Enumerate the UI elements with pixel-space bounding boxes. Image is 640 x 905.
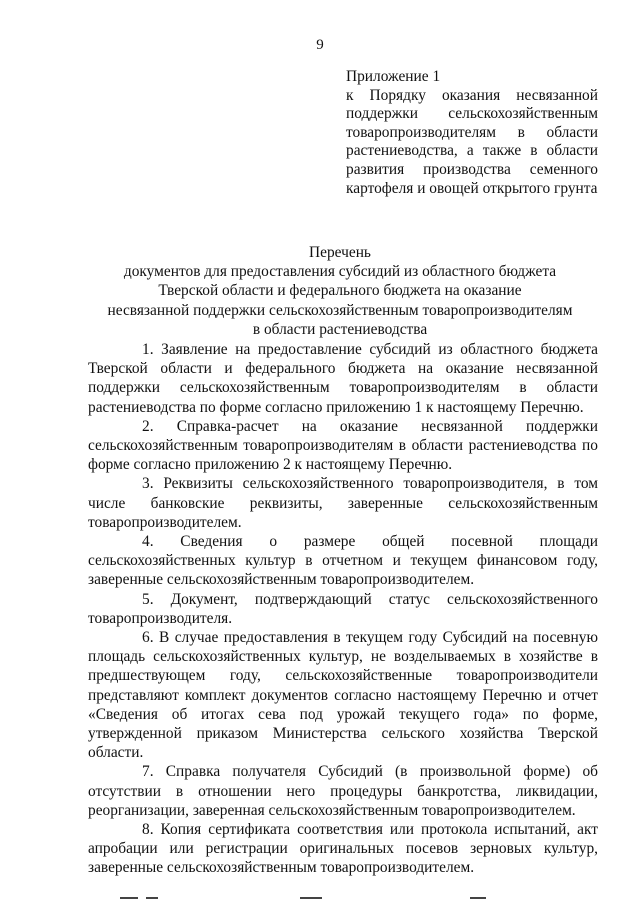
list-item: 4. Сведения о размере общей посевной площади сельскохозяйственных культур в отчетном и текущем финансовом году, заверенные сельскохозяйственным товаропроизводителем. <box>88 533 598 589</box>
list-item: 6. В случае предоставления в текущем году Субсидий на посевную площадь сельскохозяйственных культур, не возделываемых в хозяйстве в предшествующем году, сельскохозяйственные товаропроизводители представляют комплект документов согласно настоящему Перечню и отчет «Сведения об итогах сева под урожай текущего года» по форме, утвержденной приказом Министерства сельского хозяйства Тверской области. <box>88 629 598 762</box>
appendix-block <box>346 68 598 198</box>
scan-mark <box>300 897 322 899</box>
page-number: 9 <box>316 37 324 53</box>
scan-mark <box>146 897 158 899</box>
heading-line: несвязанной поддержки сельскохозяйственным товаропроизводителям <box>107 301 573 319</box>
list-item: 2. Справка-расчет на оказание несвязанной поддержки сельскохозяйственным товаропроизводителям в области растениеводства по форме согласно приложению 2 к настоящему Перечню. <box>88 417 598 474</box>
scan-mark <box>470 897 486 899</box>
heading-line: документов для предоставления субсидий из областного бюджета <box>123 263 557 281</box>
document-heading <box>60 243 620 339</box>
list-item: 5. Документ, подтверждающий статус сельскохозяйственного товаропроизводителя. <box>88 590 598 627</box>
document-list <box>88 340 598 878</box>
list-item: 8. Копия сертификата соответствия или протокола испытаний, акт апробации или регистрации оригинальных посевов зерновых культур, заверенные сельскохозяйственным товаропроизводителем. <box>88 821 598 877</box>
appendix-text: к Порядку оказания несвязанной поддержки сельскохозяйственным товаропроизводителям в области растениеводства, а также в области развития производства семенного картофеля и овощей открытого грунта <box>346 86 598 197</box>
list-item: 3. Реквизиты сельскохозяйственного товаропроизводителя, в том числе банковские реквизиты, заверенные сельскохозяйственным товаропроизводителем. <box>88 475 598 531</box>
list-item: 1. Заявление на предоставление субсидий из областного бюджета Тверской области и федерального бюджета на оказание несвязанной поддержки сельскохозяйственным товаропроизводителям в области растениеводства по форме согласно приложению 1 к настоящему Перечню. <box>88 341 598 416</box>
list-item: 7. Справка получателя Субсидий (в произвольной форме) об отсутствии в отношении него процедуры банкротства, ликвидации, реорганизации, заверенная сельскохозяйственным товаропроизводителем. <box>88 763 598 819</box>
heading-title: Перечень <box>309 244 371 261</box>
heading-line: Тверской области и федерального бюджета на оказание <box>158 282 522 300</box>
scan-mark <box>120 897 138 899</box>
scan-edge-marks <box>0 889 640 905</box>
heading-line: в области растениеводства <box>252 320 428 338</box>
appendix-title: Приложение 1 <box>346 68 441 85</box>
